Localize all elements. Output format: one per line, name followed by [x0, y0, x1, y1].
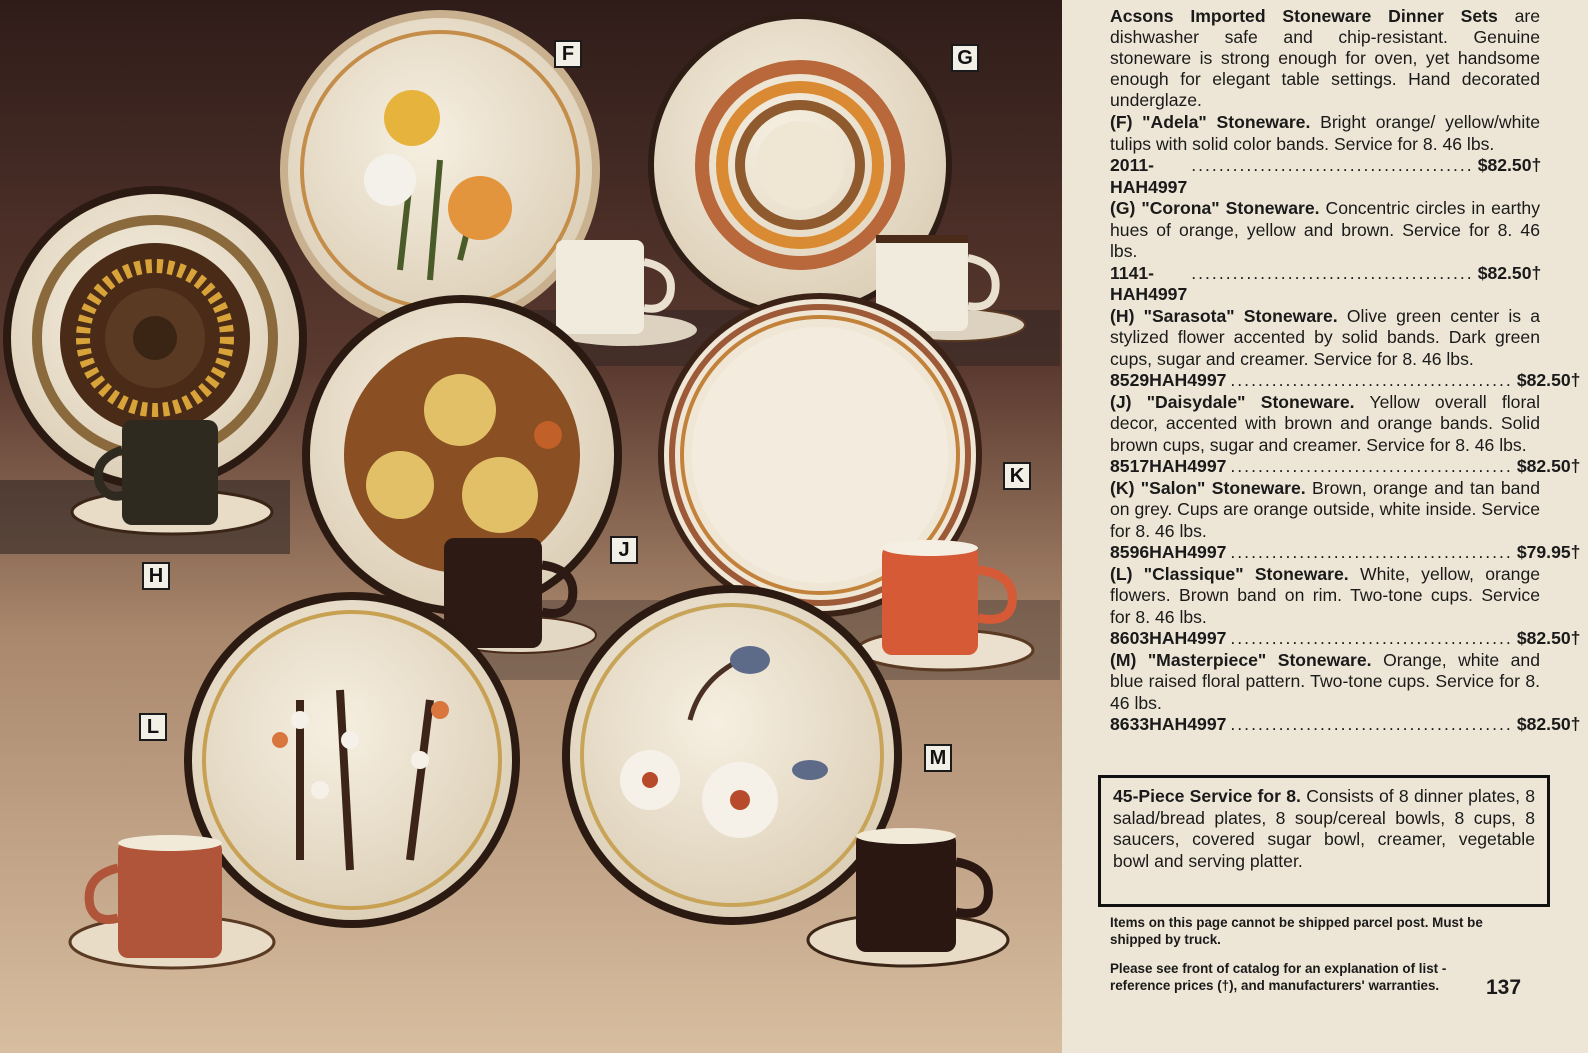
product-sku: 8603HAH4997	[1110, 628, 1227, 648]
product-desc: Olive green center is a stylized flower accented by solid bands. Dark green cups, sugar and creamer. Service for 8. 46 lbs.	[1110, 305, 1541, 369]
label-k: K	[1003, 462, 1031, 490]
product-desc: Bright orange/ yellow/white tulips with solid color bands. Service for 8. 46 lbs.	[1110, 112, 1540, 154]
plate-masterpiece	[562, 585, 902, 925]
leader-dots: .........................................	[1230, 542, 1513, 562]
product-name: (M) "Masterpiece" Stoneware.	[1110, 649, 1372, 670]
product-price: $82.50†	[1477, 155, 1542, 175]
product-sku: 2011-HAH4997	[1110, 155, 1188, 197]
product-name: (K) "Salon" Stoneware.	[1110, 477, 1306, 498]
product-desc: White, yellow, orange flowers. Brown band on rim. Two-tone cups. Service for 8. 46 lbs.	[1110, 563, 1541, 627]
product-sku: 8596HAH4997	[1110, 542, 1227, 562]
label-j: J	[610, 536, 638, 564]
product-sku: 1141-HAH4997	[1110, 262, 1188, 304]
intro-title: Acsons Imported Stoneware Dinner Sets	[1110, 6, 1498, 26]
product-item-m	[1110, 649, 1581, 736]
product-desc: Yellow overall floral decor, accented with brown and orange bands. Solid brown cups, sugar and creamer. Service for 8. 46 lbs.	[1110, 391, 1540, 455]
product-name: (G) "Corona" Stoneware.	[1110, 198, 1320, 218]
product-price: $82.50†	[1516, 456, 1581, 476]
catalog-note: Please see front of catalog for an explanation of list - reference prices (†), and manufacturers' warranties.	[1110, 961, 1447, 993]
product-list	[1110, 112, 1581, 736]
label-l: L	[139, 713, 167, 741]
product-sku: 8633HAH4997	[1110, 714, 1227, 734]
label-h: H	[142, 562, 170, 590]
intro-paragraph	[1110, 6, 1540, 111]
leader-dots: .........................................	[1191, 155, 1474, 175]
service-box-text: Consists of 8 dinner plates, 8 salad/bread plates, 8 soup/cereal bowls, 8 cups, 8 saucers, covered sugar bowl, creamer, vegetable bowl and serving platter.	[1113, 786, 1536, 871]
label-m: M	[924, 744, 952, 772]
product-sku: 8529HAH4997	[1110, 370, 1227, 390]
product-name: (H) "Sarasota" Stoneware.	[1110, 305, 1338, 326]
product-name: (L) "Classique" Stoneware.	[1110, 563, 1349, 584]
leader-dots: .........................................	[1230, 456, 1513, 476]
product-item-k	[1110, 477, 1581, 564]
shipping-note: Items on this page cannot be shipped parcel post. Must be shipped by truck.	[1110, 915, 1483, 947]
product-desc: Concentric circles in earthy hues of orange, yellow and brown. Service for 8. 46 lbs.	[1110, 198, 1541, 261]
page-number: 137	[1486, 976, 1522, 999]
leader-dots: .........................................	[1230, 370, 1513, 390]
product-item-h	[1110, 305, 1581, 392]
product-price: $82.50†	[1477, 262, 1542, 283]
leader-dots: .........................................	[1230, 628, 1513, 648]
leader-dots: .........................................	[1191, 262, 1474, 283]
product-item-g	[1110, 198, 1540, 306]
service-box-title: 45-Piece Service for 8.	[1113, 786, 1301, 806]
label-g: G	[951, 44, 979, 72]
product-name: (F) "Adela" Stoneware.	[1110, 112, 1311, 132]
product-sku: 8517HAH4997	[1110, 456, 1227, 476]
service-box	[1098, 775, 1550, 907]
leader-dots: .........................................	[1230, 714, 1513, 734]
product-price: $82.50†	[1516, 628, 1581, 648]
intro-text: are dishwasher safe and chip-resistant. Genuine stoneware is strong enough for oven, yet handsome enough for elegant table settings. Hand decorated underglaze.	[1110, 6, 1540, 110]
product-desc: Brown, orange and tan band on grey. Cups are orange outside, white inside. Service for 8. 46 lbs.	[1110, 477, 1540, 541]
catalog-copy	[1062, 0, 1588, 1053]
product-price: $79.95†	[1516, 542, 1581, 562]
product-price: $82.50†	[1516, 714, 1581, 734]
label-f: F	[554, 40, 582, 68]
product-desc: Orange, white and blue raised floral pattern. Two-tone cups. Service for 8. 46 lbs.	[1110, 649, 1541, 713]
product-price: $82.50†	[1516, 370, 1581, 390]
product-item-f	[1110, 112, 1540, 198]
product-item-l	[1110, 563, 1581, 650]
plate-classique	[184, 592, 520, 928]
product-name: (J) "Daisydale" Stoneware.	[1110, 391, 1355, 412]
plate-adela	[280, 10, 600, 330]
product-item-j	[1110, 391, 1581, 478]
